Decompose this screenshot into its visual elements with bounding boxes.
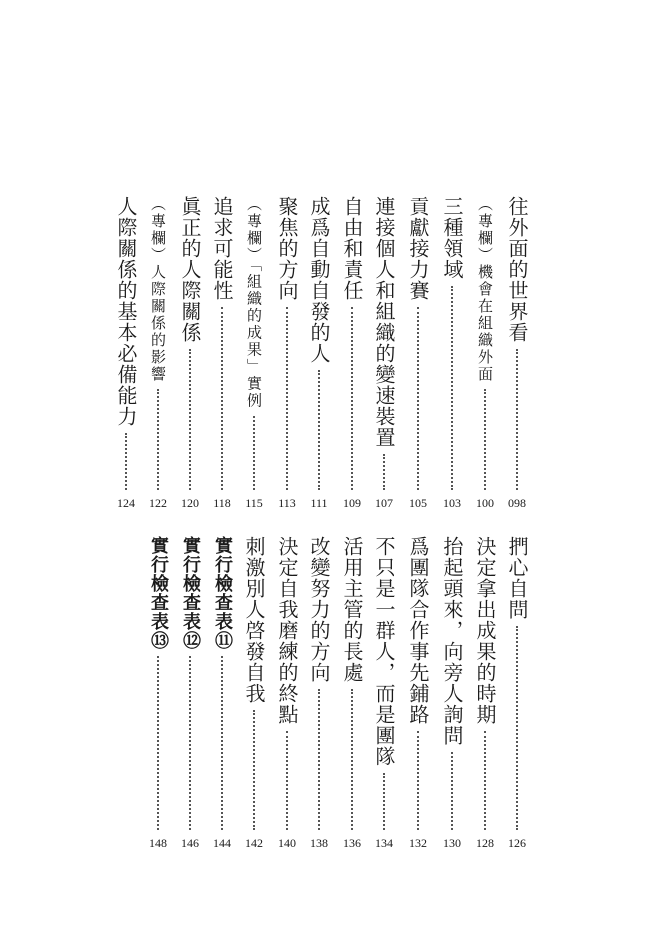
toc-entry-page: 122	[149, 496, 167, 510]
toc-leader-dots	[351, 689, 353, 830]
toc-entry	[207, 536, 237, 850]
toc-entry-title: 活用主管的長處	[340, 536, 364, 683]
toc-leader-dots	[189, 656, 191, 830]
toc-entry	[239, 536, 269, 850]
toc-entry-title: 連接個人和組織的變速裝置	[372, 196, 396, 448]
toc-entry-title: 改變努力的方向	[307, 536, 331, 683]
toc-entry-page: 105	[409, 496, 427, 510]
toc-entry-page: 142	[245, 836, 263, 850]
toc-entry-title: 人際關係的基本必備能力	[114, 196, 138, 427]
toc-entry-title: 貢獻接力賽	[406, 196, 430, 301]
toc-entry-page: 109	[343, 496, 361, 510]
toc-entry-page: 115	[245, 496, 263, 510]
toc-entry-title: 自由和責任	[340, 196, 364, 301]
toc-entry-page: 138	[310, 836, 328, 850]
toc-entry-page: 136	[343, 836, 361, 850]
toc-entry-title: 刺激別人啓發自我	[242, 536, 266, 704]
toc-entry-title: 成爲自動自發的人	[307, 196, 331, 364]
toc-leader-dots	[417, 731, 419, 830]
toc-leader-dots	[516, 626, 518, 830]
toc-entry-title: （專欄）機會在組織外面	[476, 196, 494, 383]
toc-leader-dots	[383, 773, 385, 830]
toc-entry	[304, 536, 334, 850]
toc-entry	[437, 536, 467, 850]
toc-entry-page: 111	[310, 496, 328, 510]
toc-entry-page: 144	[213, 836, 231, 850]
toc-entry-title: （專欄）「組織的成果」實例	[245, 196, 263, 410]
toc-entry-title: 三種領域	[440, 196, 464, 280]
toc-leader-dots	[484, 731, 486, 830]
toc-entry-title: 抬起頭來，向旁人詢問	[440, 536, 464, 746]
toc-entry-title: 決定拿出成果的時期	[473, 536, 497, 725]
toc-entry-page: 132	[409, 836, 427, 850]
toc-leader-dots	[157, 656, 159, 830]
toc-entry	[470, 536, 500, 850]
toc-entry	[272, 536, 302, 850]
toc-entry-title: 往外面的世界看	[505, 196, 529, 343]
toc-entry	[337, 536, 367, 850]
toc-entry-page: 128	[476, 836, 494, 850]
toc-entry-page: 146	[181, 836, 199, 850]
toc-leader-dots	[286, 731, 288, 830]
toc-entry-page: 118	[213, 496, 231, 510]
toc-entry-title: 眞正的人際關係	[178, 196, 202, 343]
toc-entry-title: 聚焦的方向	[275, 196, 299, 301]
toc-entry-title: 捫心自問	[505, 536, 529, 620]
toc-entry	[369, 536, 399, 850]
toc-entry-title: 實行檢查表⑬	[148, 536, 169, 650]
toc-entry-page: 130	[443, 836, 461, 850]
toc-entry-title: 決定自我磨練的終點	[275, 536, 299, 725]
toc-entry-page: 126	[508, 836, 526, 850]
toc-entry-title: 實行檢查表⑪	[212, 536, 233, 650]
toc-entry-page: 100	[476, 496, 494, 510]
toc-entry-page: 134	[375, 836, 393, 850]
toc-entry-page: 107	[375, 496, 393, 510]
toc-leader-dots	[221, 656, 223, 830]
toc-leader-dots	[318, 689, 320, 830]
toc-entry-page: 120	[181, 496, 199, 510]
toc-entry-page: 103	[443, 496, 461, 510]
toc-entry	[403, 536, 433, 850]
toc-entry-page: 140	[278, 836, 296, 850]
toc-entry	[175, 536, 205, 850]
toc-leader-dots	[253, 710, 255, 830]
toc-entry-page: 113	[278, 496, 296, 510]
toc-entry	[143, 536, 173, 850]
toc-entry-page: 124	[117, 496, 135, 510]
toc-entry-title: 爲團隊合作事先鋪路	[406, 536, 430, 725]
toc-entry-title: （專欄）人際關係的影響	[149, 196, 167, 383]
toc-entry-page: 148	[149, 836, 167, 850]
toc-entry-page: 098	[508, 496, 526, 510]
toc-entry-title: 追求可能性	[210, 196, 234, 301]
toc-leader-dots	[451, 752, 453, 830]
toc-entry-title: 實行檢查表⑫	[180, 536, 201, 650]
toc-entry	[502, 536, 532, 850]
toc-entry-title: 不只是一群人，而是團隊	[372, 536, 396, 767]
